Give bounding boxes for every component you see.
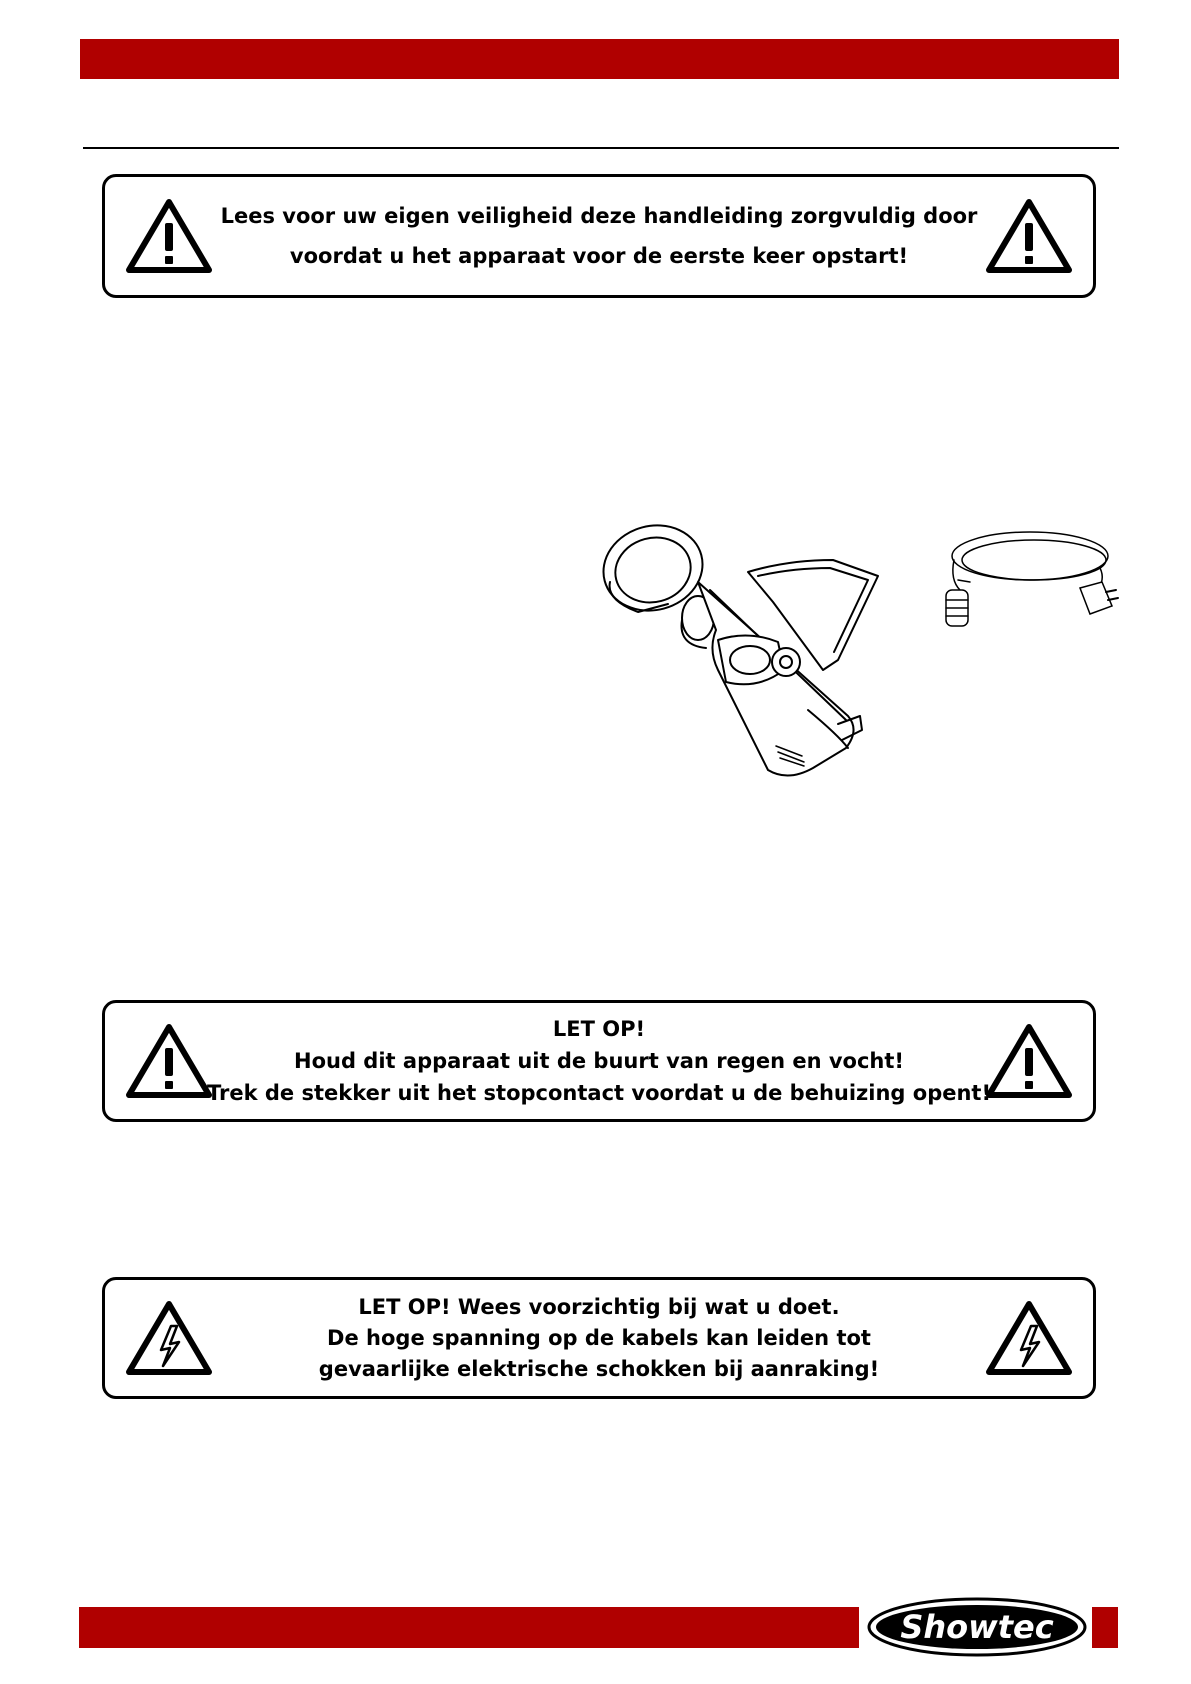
header-red-bar [80,39,1119,79]
header-divider [83,147,1119,149]
warning-line: Trek de stekker uit het stopcontact voordat u de behuizing opent! [206,1081,992,1105]
footer-red-bar-end [1092,1607,1118,1648]
warning-text [206,1003,992,1119]
warning-text [235,1280,963,1396]
exclamation-warning-icon [123,1021,215,1101]
exclamation-warning-icon [983,196,1075,276]
warning-line: LET OP! [552,1017,646,1041]
warning-line: voordat u het apparaat voor de eerste keer opstart! [289,244,909,268]
showtec-logo [866,1596,1088,1658]
logo-text: Showtec [900,1608,1054,1646]
scanner-fixture-illustration [598,520,890,782]
warning-box-read-manual [102,174,1096,298]
high-voltage-warning-icon [983,1298,1075,1378]
warning-line: Houd dit apparaat uit de buurt van regen en vocht! [294,1049,904,1073]
warning-box-electric [102,1277,1096,1399]
warning-line: gevaarlijke elektrische schokken bij aanraking! [318,1356,880,1381]
warning-line: Lees voor uw eigen veiligheid deze handleiding zorgvuldig door [220,204,978,228]
warning-box-moisture [102,1000,1096,1122]
power-cable-illustration [930,520,1122,640]
warning-line: De hoge spanning op de kabels kan leiden tot [327,1325,871,1350]
warning-text [220,177,978,295]
exclamation-warning-icon [123,196,215,276]
warning-line: LET OP! Wees voorzichtig bij wat u doet. [358,1294,840,1319]
exclamation-warning-icon [983,1021,1075,1101]
footer-red-bar [79,1607,859,1648]
high-voltage-warning-icon [123,1298,215,1378]
